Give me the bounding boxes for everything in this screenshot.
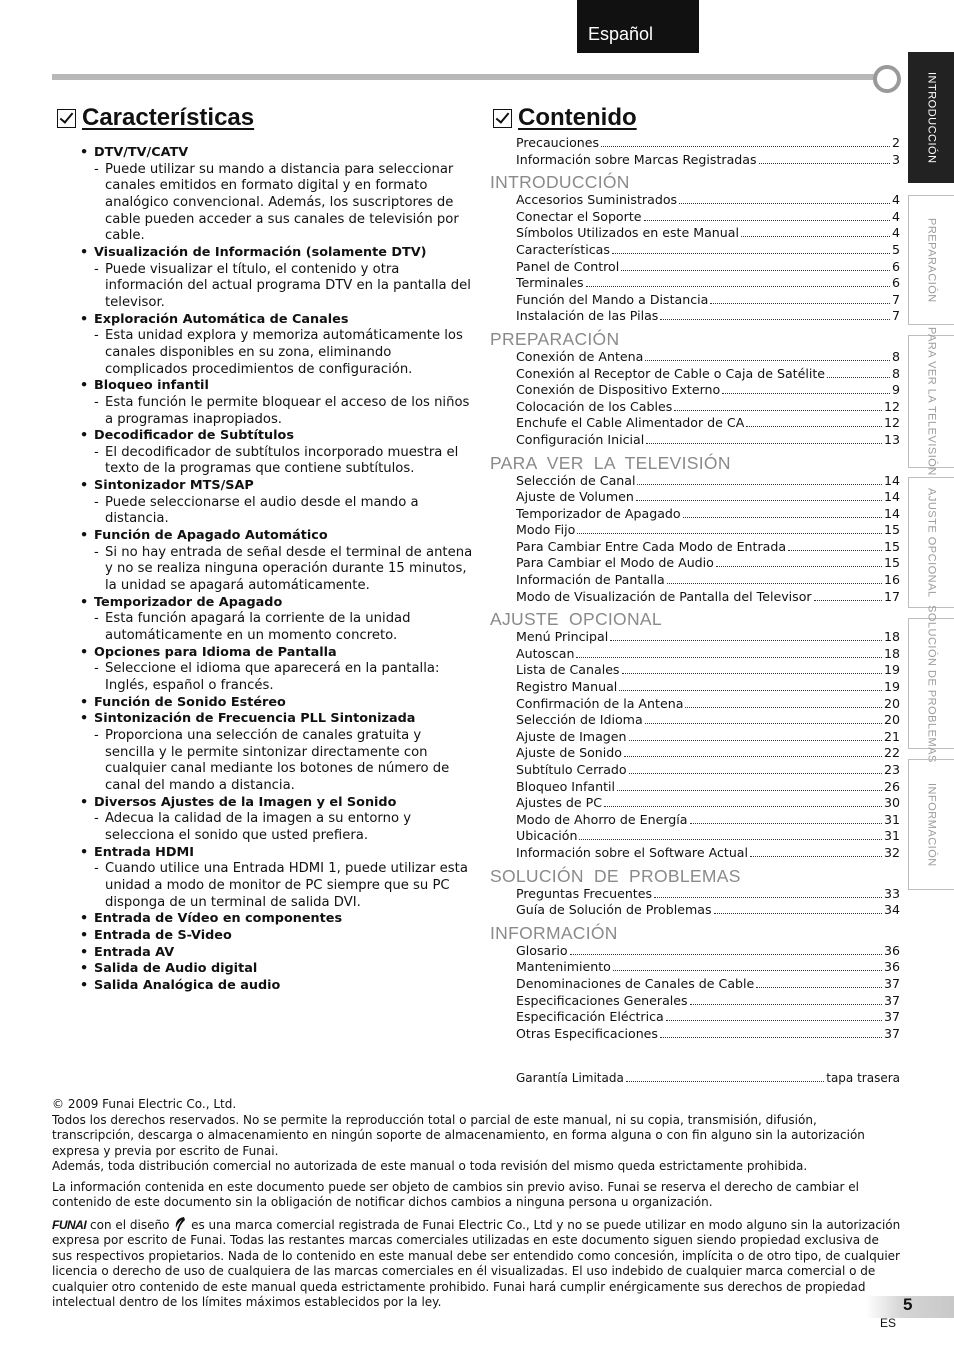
toc-entry[interactable] [490,225,900,242]
feature-description: - Puede utilizar su mando a distancia para seleccionar canales emitidos en formato digital y en formato analógico convencional. Además, los suscriptores de cable pueden acceder a sus canales de televisión por cable. [80,162,475,245]
toc-entry-page: 14 [883,505,900,521]
toc-entry-page: 21 [883,728,900,744]
toc-entry-page: 37 [883,1009,900,1025]
toc-entry-label: Características [516,241,610,257]
toc-entry-label: Denominaciones de Canales de Cable [516,975,755,991]
feature-description: - Si no hay entrada de señal desde el terminal de antena y no se realiza ninguna operación durante 15 minutos, la unidad se apagará automáticamente. [80,545,475,595]
toc-entry[interactable] [490,399,900,416]
toc-entry-page: 16 [883,572,900,588]
toc-entry[interactable] [490,629,900,646]
side-tab-informacion[interactable] [908,759,954,890]
toc-entry-label: Lista de Canales [516,662,620,678]
toc-entry-page: 31 [883,811,900,827]
copyright-text: © 2009 Funai Electric Co., Ltd. [52,1097,237,1111]
toc-entry[interactable] [490,1009,900,1026]
toc-section-title: INTRODUCCIÓN [490,172,630,193]
toc-entry-label: Otras Especificaciones [516,1025,658,1041]
top-rule [52,74,882,80]
toc-entry[interactable] [490,745,900,762]
toc-entry[interactable] [490,259,900,276]
toc-entry-page: 12 [883,398,900,414]
toc-entry[interactable] [490,662,900,679]
feature-description: - Seleccione el idioma que aparecerá en la pantalla: Inglés, español o francés. [80,661,475,694]
trademark-post: es una marca comercial registrada de Funai Electric Co., Ltd y no se puede utilizar en modo alguno sin la autorización expresa por escrito de Funai. Todas las restantes marcas comerciales utilizadas en este documento siguen siendo propiedad exclusiva de sus respectivos propietarios. Nada de lo contenido en este manual debe ser entendido como concesión, implícita o de otro tipo, de cualquier licencia o derecho de uso de cualquiera de las marcas comerciales en él visualizadas. El uso indebido de cualquier marca comercial o de cualquier otro contenido de este manual queda estrictamente prohibido. Funai hará cumplir enérgicamente sus derechos de propiedad intelectual dentro de los límites máximos establecidos por la ley. [52,1217,901,1309]
contents-title: Contenido [518,104,637,131]
feature-description: - Puede seleccionarse el audio desde el mando a distancia. [80,495,475,528]
toc-entry-label: Menú Principal [516,629,609,645]
toc-entry-page: 4 [891,208,900,224]
toc-entry-label: Subtítulo Cerrado [516,762,627,777]
side-tab-ajuste-opcional[interactable] [908,477,954,608]
toc-leader-dots [577,523,882,534]
toc-entry[interactable] [490,308,900,325]
toc-entry-label: Ajuste de Volumen [516,489,634,505]
toc-entry-label: Enchufe el Cable Alimentador de CA [516,415,745,431]
table-of-contents [490,135,900,1042]
distribution-text: Además, toda distribución comercial no autorizada de este manual o toda revisión del mismo queda estrictamente prohibida. [52,1159,808,1173]
toc-leader-dots [666,1010,882,1021]
features-list [80,145,475,994]
toc-entry-label: Glosario [516,942,568,958]
toc-leader-dots [622,663,882,674]
toc-entry-label: Modo de Ahorro de Energía [516,811,688,827]
toc-leader-dots [667,573,882,584]
toc-leader-dots [660,1027,882,1038]
toc-entry-page: 36 [883,942,900,958]
toc-entry-label: Especificación Eléctrica [516,1009,664,1025]
toc-leader-dots [788,540,882,551]
rights-text: Todos los derechos reservados. No se permite la reproducción total o parcial de este manual, ni su copia, transmisión, difusión, transcripción, descarga o almacenamiento en ningún soporte de almacenamiento, en forma alguna o con fin alguno sin la autorización expresa y previa por escrito de Funai. [52,1112,865,1158]
toc-leader-dots [654,887,882,898]
toc-leader-dots [621,260,890,271]
toc-entry-label: Conexión al Receptor de Cable o Caja de Satélite [516,365,826,381]
toc-entry[interactable] [490,506,900,523]
toc-leader-dots [750,846,882,857]
toc-section [490,168,900,325]
toc-entry[interactable] [490,473,900,490]
page-number: 5 [903,1295,913,1314]
toc-entry-page: 19 [883,662,900,678]
side-tab-solucion-de-problemas[interactable] [908,604,954,763]
toc-leader-dots [586,276,890,287]
toc-leader-dots [612,243,890,254]
toc-entry-page: 31 [883,828,900,844]
toc-leader-dots [710,293,890,304]
toc-entry-label: Bloqueo Infantil [516,778,616,794]
feature-description: - Esta unidad explora y memoriza automáticamente los canales disponibles en su zona, eliminando complicados procedimientos de configuración. [80,328,475,378]
feature-title: • Temporizador de Apagado [80,595,475,612]
feature-title: • Salida de Audio digital [80,961,475,978]
feature-title: • Opciones para Idioma de Pantalla [80,645,475,662]
toc-entry-label: Selección de Canal [516,472,636,488]
feature-title: • Visualización de Información (solamente DTV) [80,245,475,262]
toc-entry-page: 30 [883,795,900,811]
toc-entry[interactable] [490,555,900,572]
feature-description: - Puede visualizar el título, el contenido y otra información del actual programa DTV en la pantalla del televisor. [80,262,475,312]
toc-leader-dots [660,309,890,320]
toc-entry-page: 20 [883,712,900,728]
toc-leader-dots [645,350,890,361]
toc-entry[interactable] [490,679,900,696]
toc-entry-page: 5 [891,241,900,257]
toc-entry[interactable] [490,382,900,399]
toc-entry[interactable] [490,275,900,292]
toc-entry[interactable] [490,242,900,259]
features-heading [57,104,254,132]
trademark-text [52,1216,902,1311]
toc-entry-page: 3 [891,151,900,167]
toc-entry[interactable] [490,729,900,746]
toc-leader-dots [624,746,882,757]
toc-entry-page: 14 [883,489,900,505]
feature-title: • Salida Analógica de audio [80,978,475,995]
toc-entry-page: 34 [883,902,900,918]
toc-leader-dots [626,1072,824,1082]
toc-entry-page: 6 [891,258,900,274]
toc-entry-page: 17 [883,588,900,604]
feature-title: • Entrada de S-Video [80,928,475,945]
toc-section-title: SOLUCIÓN DE PROBLEMAS [490,865,741,886]
toc-entry[interactable] [490,572,900,589]
toc-entry-label: Conexión de Antena [516,348,644,364]
toc-entry-label: Precauciones [516,135,600,150]
toc-leader-dots [617,780,882,791]
toc-entry-page: 13 [883,431,900,447]
toc-section [490,135,900,168]
toc-entry-label: Confirmación de la Antena [516,695,684,711]
toc-leader-dots [645,713,882,724]
feature-description: - Cuando utilice una Entrada HDMI 1, puede utilizar esta unidad a modo de monitor de PC siempre que su PC disponga de un terminal de salida DVI. [80,861,475,911]
toc-entry-warranty[interactable] [516,1071,900,1085]
toc-entry-label: Conectar el Soporte [516,208,642,224]
toc-entry[interactable] [490,135,900,152]
toc-entry[interactable] [490,415,900,432]
funai-logo: FUNAI [52,1217,87,1232]
toc-entry[interactable] [490,762,900,779]
toc-leader-dots [827,367,890,378]
toc-section [490,862,900,919]
toc-entry-label: Garantía Limitada [516,1071,624,1085]
toc-entry[interactable] [490,646,900,663]
feature-title: • Decodificador de Subtítulos [80,428,475,445]
toc-entry-label: Ajuste de Sonido [516,745,622,761]
toc-entry-page: 9 [891,382,900,398]
toc-entry-label: Para Cambiar Entre Cada Modo de Entrada [516,538,787,554]
toc-entry-label: Preguntas Frecuentes [516,885,653,901]
side-tab-label: PARA VER LA TELEVISIÓN [925,327,938,476]
toc-entry-page: 37 [883,992,900,1008]
changes-text: La información contenida en este documento puede ser objeto de cambios sin previo aviso. Funai se reserva el derecho de cambiar el contenido de este documento sin la obligación de notificar dichos cambios a ninguna persona u organización. [52,1179,859,1209]
toc-entry-page: 37 [883,1025,900,1041]
feature-description: - El decodificador de subtítulos incorporado muestra el texto de la programas que contiene subtítulos. [80,445,475,478]
toc-section-title: INFORMACIÓN [490,922,618,943]
feature-description: - Esta función apagará la corriente de la unidad automáticamente en un momento concreto. [80,611,475,644]
toc-entry-label: Terminales [516,275,584,291]
toc-entry-page: 8 [891,365,900,381]
toc-leader-dots [610,630,882,641]
toc-entry-label: Panel de Control [516,258,620,274]
toc-entry[interactable] [490,902,900,919]
toc-entry[interactable] [490,209,900,226]
toc-entry-page: 15 [883,538,900,554]
features-title: Características [82,104,255,131]
toc-entry-label: Autoscan [516,645,575,661]
feature-title: • Entrada de Vídeo en componentes [80,911,475,928]
toc-entry[interactable] [490,845,900,862]
trademark-pre: con el diseño [90,1217,170,1232]
toc-leader-dots [683,507,882,518]
toc-entry-page: 12 [883,415,900,431]
toc-entry-page: 15 [883,522,900,538]
toc-leader-dots [601,136,890,147]
toc-leader-dots [685,697,882,708]
toc-leader-dots [814,590,882,601]
toc-entry-label: Para Cambiar el Modo de Audio [516,555,714,571]
toc-section [490,605,900,861]
toc-leader-dots [746,416,882,427]
toc-entry-page: 36 [883,959,900,975]
toc-entry[interactable] [490,828,900,845]
toc-leader-dots [679,193,890,204]
toc-entry[interactable] [490,522,900,539]
toc-entry-label: Ajustes de PC [516,795,603,811]
toc-leader-dots [690,813,882,824]
feature-title: • Función de Sonido Estéreo [80,695,475,712]
toc-entry-page: 18 [883,645,900,661]
toc-entry-label: Colocación de los Cables [516,398,673,414]
side-tab-para-ver-la-television[interactable] [908,327,954,476]
checkbox-icon [493,109,512,128]
toc-entry-page: 7 [891,291,900,307]
feature-title: • Sintonizador MTS/SAP [80,478,475,495]
top-rule-circle [873,65,901,93]
toc-entry-label: Información sobre el Software Actual [516,844,749,860]
toc-leader-dots [613,960,882,971]
toc-leader-dots [579,829,882,840]
side-tab-label: INFORMACIÓN [925,782,938,867]
toc-leader-dots [759,153,890,164]
toc-entry-page: tapa trasera [826,1071,900,1085]
feature-title: • Diversos Ajustes de la Imagen y el Sonido [80,795,475,812]
toc-entry[interactable] [490,192,900,209]
toc-entry[interactable] [490,712,900,729]
toc-entry-label: Temporizador de Apagado [516,505,681,521]
feature-title: • Función de Apagado Automático [80,528,475,545]
toc-leader-dots [637,474,881,485]
toc-entry[interactable] [490,779,900,796]
toc-entry-page: 37 [883,975,900,991]
page-language-code: ES [880,1316,897,1330]
toc-entry-page: 32 [883,844,900,860]
toc-entry[interactable] [490,696,900,713]
toc-entry[interactable] [490,366,900,383]
toc-entry-label: Ajuste de Imagen [516,728,627,744]
toc-entry[interactable] [490,993,900,1010]
toc-entry[interactable] [490,489,900,506]
toc-entry-page: 4 [891,225,900,241]
toc-entry[interactable] [490,432,900,449]
toc-leader-dots [722,383,890,394]
toc-entry[interactable] [490,1026,900,1043]
toc-entry[interactable] [490,976,900,993]
toc-leader-dots [604,796,882,807]
side-tab-label: AJUSTE OPCIONAL [925,487,938,598]
feature-title: • Exploración Automática de Canales [80,312,475,329]
toc-entry-label: Modo de Visualización de Pantalla del Televisor [516,588,812,604]
toc-leader-dots [570,944,882,955]
toc-leader-dots [716,556,882,567]
feature-title: • Entrada AV [80,945,475,962]
side-tab-label: SOLUCIÓN DE PROBLEMAS [925,604,938,763]
toc-leader-dots [690,994,882,1005]
toc-section [490,449,900,606]
toc-entry-label: Modo Fijo [516,522,576,538]
toc-leader-dots [646,433,882,444]
feature-description: - Proporciona una selección de canales gratuita y sencilla y le permite sintonizar directamente con cualquier canal mediante los botones de número de canal del mando a distancia. [80,728,475,795]
toc-leader-dots [756,977,882,988]
toc-section [490,919,900,1043]
toc-leader-dots [576,647,882,658]
toc-section-title: PARA VER LA TELEVISIÓN [490,452,731,473]
toc-leader-dots [629,730,882,741]
toc-entry[interactable] [490,349,900,366]
toc-leader-dots [741,226,890,237]
toc-entry-page: 22 [883,745,900,761]
toc-section-title: PREPARACIÓN [490,328,620,349]
toc-entry-page: 19 [883,679,900,695]
funai-leaf-logo-icon [173,1216,187,1232]
language-tab: Español [577,0,699,53]
toc-entry-label: Conexión de Dispositivo Externo [516,382,721,398]
toc-entry[interactable] [490,943,900,960]
toc-entry-label: Registro Manual [516,679,618,695]
toc-entry-page: 26 [883,778,900,794]
toc-entry-page: 14 [883,472,900,488]
checkbox-icon [57,109,76,128]
toc-entry-page: 8 [891,348,900,364]
toc-entry-label: Configuración Inicial [516,431,645,447]
legal-notice [52,1097,902,1316]
toc-entry-label: Especificaciones Generales [516,992,688,1008]
toc-entry-page: 20 [883,695,900,711]
toc-entry[interactable] [490,292,900,309]
toc-entry-page: 23 [883,762,900,777]
side-tab-label: INTRODUCCIÓN [925,71,938,164]
feature-description: - Adecua la calidad de la imagen a su entorno y selecciona el sonido que usted prefiera. [80,811,475,844]
feature-title: • Sintonización de Frecuencia PLL Sintonizada [80,711,475,728]
side-tab-preparacion[interactable] [908,195,954,325]
toc-leader-dots [674,400,882,411]
toc-entry-label: Ubicación [516,828,578,844]
toc-entry-label: Guía de Solución de Problemas [516,902,712,918]
toc-entry-page: 33 [883,885,900,901]
toc-entry-label: Símbolos Utilizados en este Manual [516,225,739,241]
toc-section [490,325,900,449]
toc-entry-page: 18 [883,629,900,645]
toc-entry-label: Función del Mando a Distancia [516,291,709,307]
feature-description: - Esta función le permite bloquear el acceso de los niños a programas inapropiados. [80,395,475,428]
toc-entry-label: Información sobre Marcas Registradas [516,151,757,167]
toc-leader-dots [619,680,882,691]
contents-heading [493,104,637,132]
feature-title: • DTV/TV/CATV [80,145,475,162]
toc-entry-label: Instalación de las Pilas [516,308,659,324]
toc-entry[interactable] [490,959,900,976]
toc-entry[interactable] [490,812,900,829]
toc-entry-page: 4 [891,192,900,208]
toc-entry-page: 15 [883,555,900,571]
toc-entry-page: 6 [891,275,900,291]
toc-entry[interactable] [490,886,900,903]
toc-entry[interactable] [490,152,900,169]
side-tab-label: PREPARACIÓN [925,217,938,303]
toc-leader-dots [636,490,882,501]
toc-entry-label: Mantenimiento [516,959,611,975]
toc-entry-label: Accesorios Suministrados [516,192,678,208]
side-tab-introduccion[interactable] [908,52,954,183]
toc-entry-label: Información de Pantalla [516,572,665,588]
toc-entry[interactable] [490,539,900,556]
toc-leader-dots [714,903,882,914]
toc-entry[interactable] [490,795,900,812]
toc-leader-dots [629,763,882,774]
toc-entry[interactable] [490,589,900,606]
feature-title: • Bloqueo infantil [80,378,475,395]
toc-section-title: AJUSTE OPCIONAL [490,609,662,630]
toc-leader-dots [644,210,890,221]
toc-entry-page: 2 [891,135,900,150]
feature-title: • Entrada HDMI [80,845,475,862]
toc-entry-label: Selección de Idioma [516,712,643,728]
toc-entry-page: 7 [891,308,900,324]
